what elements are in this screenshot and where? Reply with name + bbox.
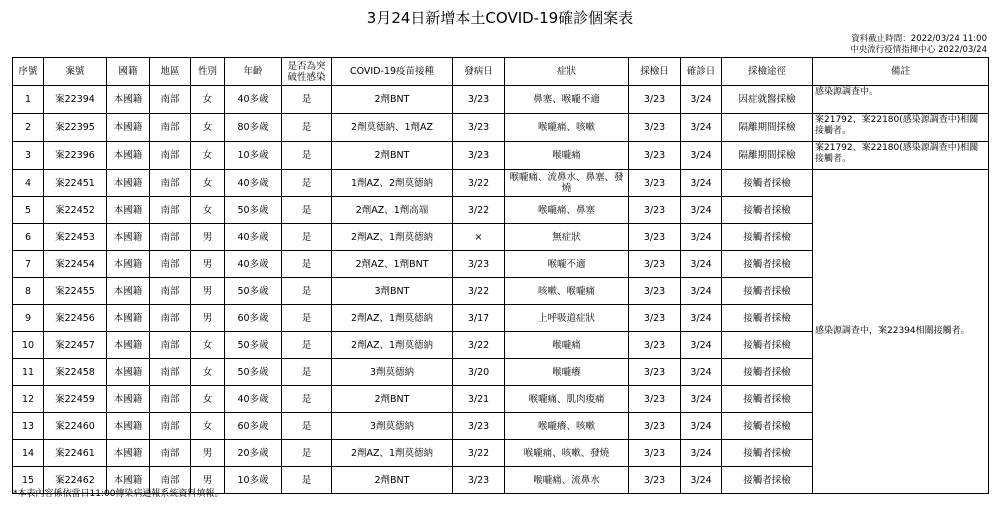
cell-breakthrough: 是: [282, 467, 332, 494]
cell-sampling-route: 接觸者採檢: [722, 413, 813, 440]
cell-onset-date: 3/20: [453, 359, 505, 386]
cell-case-number: 案22451: [44, 170, 107, 197]
table-row: [13, 142, 989, 170]
cell-vaccine: 2劑BNT: [332, 86, 453, 114]
cell-case-number: 案22396: [44, 142, 107, 170]
cell-sample-date: 3/23: [629, 467, 681, 494]
cell-vaccine: 3劑莫德納: [332, 413, 453, 440]
col-header-region: 地區: [150, 58, 191, 86]
cell-age: 80多歲: [225, 114, 282, 142]
cell-sampling-route: 接觸者採檢: [722, 359, 813, 386]
cell-onset-date: 3/23: [453, 467, 505, 494]
cell-region: 南部: [150, 359, 191, 386]
cell-region: 南部: [150, 305, 191, 332]
cell-age: 40多歲: [225, 86, 282, 114]
cell-vaccine: 2劑AZ、1劑莫德納: [332, 440, 453, 467]
cell-nationality: 本國籍: [107, 86, 150, 114]
cell-age: 60多歲: [225, 413, 282, 440]
cell-symptoms: 無症狀: [505, 224, 629, 251]
cell-case-number: 案22456: [44, 305, 107, 332]
cell-sampling-route: 接觸者採檢: [722, 251, 813, 278]
cell-onset-date: 3/23: [453, 142, 505, 170]
cell-symptoms: 喉嚨痛、流鼻水: [505, 467, 629, 494]
cell-age: 10多歲: [225, 142, 282, 170]
cell-region: 南部: [150, 386, 191, 413]
cell-vaccine: 3劑BNT: [332, 278, 453, 305]
cell-serial: 9: [13, 305, 44, 332]
cell-region: 南部: [150, 170, 191, 197]
cell-symptoms: 上呼吸道症狀: [505, 305, 629, 332]
cell-symptoms: 喉嚨痛、鼻塞: [505, 197, 629, 224]
cell-sex: 男: [191, 305, 225, 332]
cell-symptoms: 喉嚨痛: [505, 332, 629, 359]
cell-sample-date: 3/23: [629, 114, 681, 142]
cell-sampling-route: 隔離期間採檢: [722, 114, 813, 142]
cell-case-number: 案22458: [44, 359, 107, 386]
cell-symptoms: 喉嚨痛: [505, 142, 629, 170]
cell-sampling-route: 接觸者採檢: [722, 170, 813, 197]
cell-serial: 2: [13, 114, 44, 142]
cell-case-number: 案22452: [44, 197, 107, 224]
cell-vaccine: 2劑BNT: [332, 467, 453, 494]
cell-breakthrough: 是: [282, 197, 332, 224]
page-title: 3月24日新增本土COVID-19確診個案表: [366, 9, 634, 27]
cell-breakthrough: 是: [282, 114, 332, 142]
cell-symptoms: 喉嚨不適: [505, 251, 629, 278]
cell-symptoms: 喉嚨癢: [505, 359, 629, 386]
cell-breakthrough: 是: [282, 305, 332, 332]
cell-age: 40多歲: [225, 170, 282, 197]
cell-serial: 11: [13, 359, 44, 386]
cell-note: 案21792、案22180(感染源調查中)相關接觸者。: [813, 114, 989, 142]
cell-onset-date: 3/23: [453, 251, 505, 278]
cell-sample-date: 3/23: [629, 197, 681, 224]
cell-vaccine: 2劑AZ、1劑莫德納: [332, 224, 453, 251]
cell-onset-date: 3/22: [453, 197, 505, 224]
cell-onset-date: 3/21: [453, 386, 505, 413]
cell-region: 南部: [150, 251, 191, 278]
cell-breakthrough: 是: [282, 224, 332, 251]
cell-nationality: 本國籍: [107, 278, 150, 305]
cell-vaccine: 2劑莫德納、1劑AZ: [332, 114, 453, 142]
cell-symptoms: 喉嚨痛、流鼻水、鼻塞、發燒: [505, 170, 629, 197]
cell-region: 南部: [150, 467, 191, 494]
cell-nationality: 本國籍: [107, 359, 150, 386]
cell-confirm-date: 3/24: [681, 86, 722, 114]
cell-vaccine: 2劑AZ、1劑高端: [332, 197, 453, 224]
table-row: [13, 170, 989, 197]
cell-serial: 14: [13, 440, 44, 467]
cell-serial: 10: [13, 332, 44, 359]
report-source: 中央流行疫情指揮中心 2022/03/24: [850, 45, 987, 55]
report-meta: [850, 34, 987, 56]
cell-nationality: 本國籍: [107, 467, 150, 494]
cell-sex: 女: [191, 114, 225, 142]
cell-sex: 男: [191, 440, 225, 467]
cell-breakthrough: 是: [282, 251, 332, 278]
cell-note: 感染源調查中。: [813, 86, 989, 114]
cell-vaccine: 2劑BNT: [332, 386, 453, 413]
cell-note-merged: 感染源調查中，案22394相關接觸者。: [813, 170, 989, 494]
cell-serial: 6: [13, 224, 44, 251]
cell-sex: 男: [191, 224, 225, 251]
cell-onset-date: 3/23: [453, 413, 505, 440]
cell-sex: 女: [191, 170, 225, 197]
cell-serial: 5: [13, 197, 44, 224]
col-header-sex: 性別: [191, 58, 225, 86]
col-header-breakthrough: 是否為突破性感染: [282, 58, 332, 86]
cell-vaccine: 2劑AZ、1劑莫德納: [332, 305, 453, 332]
cell-onset-date: 3/17: [453, 305, 505, 332]
cell-sample-date: 3/23: [629, 86, 681, 114]
cell-sex: 女: [191, 413, 225, 440]
cell-region: 南部: [150, 142, 191, 170]
cell-case-number: 案22460: [44, 413, 107, 440]
cell-sampling-route: 接觸者採檢: [722, 440, 813, 467]
cell-age: 40多歲: [225, 386, 282, 413]
cell-confirm-date: 3/24: [681, 386, 722, 413]
cell-breakthrough: 是: [282, 359, 332, 386]
cell-confirm-date: 3/24: [681, 440, 722, 467]
cell-sample-date: 3/23: [629, 386, 681, 413]
cell-vaccine: 2劑AZ、1劑莫德納: [332, 332, 453, 359]
cell-nationality: 本國籍: [107, 142, 150, 170]
cell-symptoms: 喉嚨痛、咳嗽、發燒: [505, 440, 629, 467]
cell-region: 南部: [150, 332, 191, 359]
cell-nationality: 本國籍: [107, 114, 150, 142]
cell-nationality: 本國籍: [107, 332, 150, 359]
cell-nationality: 本國籍: [107, 170, 150, 197]
cell-case-number: 案22461: [44, 440, 107, 467]
cell-nationality: 本國籍: [107, 386, 150, 413]
cell-serial: 4: [13, 170, 44, 197]
cell-case-number: 案22453: [44, 224, 107, 251]
cell-nationality: 本國籍: [107, 224, 150, 251]
cell-serial: 3: [13, 142, 44, 170]
cell-symptoms: 喉嚨痛、肌肉痠痛: [505, 386, 629, 413]
cell-sample-date: 3/23: [629, 251, 681, 278]
cell-breakthrough: 是: [282, 386, 332, 413]
cell-confirm-date: 3/24: [681, 332, 722, 359]
cell-breakthrough: 是: [282, 278, 332, 305]
cell-confirm-date: 3/24: [681, 224, 722, 251]
cell-age: 40多歲: [225, 251, 282, 278]
col-header-vaccine: COVID-19疫苗接種: [332, 58, 453, 86]
cell-region: 南部: [150, 440, 191, 467]
cell-nationality: 本國籍: [107, 413, 150, 440]
cell-sex: 女: [191, 359, 225, 386]
cell-breakthrough: 是: [282, 86, 332, 114]
cell-note: 案21792、案22180(感染源調查中)相關接觸者。: [813, 142, 989, 170]
cell-case-number: 案22395: [44, 114, 107, 142]
cell-confirm-date: 3/24: [681, 278, 722, 305]
cell-age: 20多歲: [225, 440, 282, 467]
col-header-serial: 序號: [13, 58, 44, 86]
cell-breakthrough: 是: [282, 413, 332, 440]
cell-confirm-date: 3/24: [681, 359, 722, 386]
cell-serial: 8: [13, 278, 44, 305]
cell-case-number: 案22459: [44, 386, 107, 413]
cell-serial: 7: [13, 251, 44, 278]
cell-confirm-date: 3/24: [681, 467, 722, 494]
cell-confirm-date: 3/24: [681, 251, 722, 278]
data-cutoff-time: 資料截止時間：2022/03/24 11:00: [851, 34, 987, 44]
cell-sex: 男: [191, 278, 225, 305]
col-header-nationality: 國籍: [107, 58, 150, 86]
col-header-route: 採檢途徑: [722, 58, 813, 86]
cell-sex: 女: [191, 386, 225, 413]
cell-sample-date: 3/23: [629, 440, 681, 467]
cell-nationality: 本國籍: [107, 440, 150, 467]
cell-age: 10多歲: [225, 467, 282, 494]
cell-serial: 15: [13, 467, 44, 494]
cell-sample-date: 3/23: [629, 413, 681, 440]
cell-onset-date: 3/23: [453, 114, 505, 142]
footnote: *本表內容係依當日11:00傳染病通報系統資料填報。: [13, 489, 224, 499]
cell-breakthrough: 是: [282, 170, 332, 197]
cell-sampling-route: 因症就醫採檢: [722, 86, 813, 114]
cell-symptoms: 咳嗽、喉嚨痛: [505, 278, 629, 305]
cell-confirm-date: 3/24: [681, 170, 722, 197]
cell-symptoms: 鼻塞、喉嚨不適: [505, 86, 629, 114]
cell-breakthrough: 是: [282, 142, 332, 170]
col-header-sampled: 採檢日: [629, 58, 681, 86]
cell-region: 南部: [150, 278, 191, 305]
cell-nationality: 本國籍: [107, 251, 150, 278]
cell-onset-date: 3/22: [453, 170, 505, 197]
cell-vaccine: 1劑AZ、2劑莫德納: [332, 170, 453, 197]
cell-sample-date: 3/23: [629, 278, 681, 305]
col-header-case: 案號: [44, 58, 107, 86]
cell-region: 南部: [150, 224, 191, 251]
cell-region: 南部: [150, 413, 191, 440]
cell-sex: 男: [191, 251, 225, 278]
cell-sex: 女: [191, 142, 225, 170]
cell-case-number: 案22454: [44, 251, 107, 278]
cell-case-number: 案22457: [44, 332, 107, 359]
table-row: [13, 86, 989, 114]
cell-age: 40多歲: [225, 224, 282, 251]
cell-vaccine: 3劑莫德納: [332, 359, 453, 386]
table-header-row: [13, 58, 989, 86]
col-header-age: 年齡: [225, 58, 282, 86]
cell-case-number: 案22394: [44, 86, 107, 114]
cell-sex: 女: [191, 332, 225, 359]
cell-serial: 12: [13, 386, 44, 413]
cell-confirm-date: 3/24: [681, 305, 722, 332]
cell-sampling-route: 接觸者採檢: [722, 278, 813, 305]
cell-nationality: 本國籍: [107, 197, 150, 224]
table-row: [13, 114, 989, 142]
cell-region: 南部: [150, 86, 191, 114]
cell-sampling-route: 接觸者採檢: [722, 305, 813, 332]
cell-age: 50多歲: [225, 359, 282, 386]
cell-nationality: 本國籍: [107, 305, 150, 332]
cell-serial: 1: [13, 86, 44, 114]
cell-sex: 男: [191, 467, 225, 494]
table-body: [13, 86, 989, 494]
cell-case-number: 案22455: [44, 278, 107, 305]
cell-sample-date: 3/23: [629, 305, 681, 332]
cell-sample-date: 3/23: [629, 332, 681, 359]
cell-sample-date: 3/23: [629, 224, 681, 251]
cell-vaccine: 2劑AZ、1劑BNT: [332, 251, 453, 278]
cell-sampling-route: 接觸者採檢: [722, 386, 813, 413]
cell-vaccine: 2劑BNT: [332, 142, 453, 170]
col-header-note: 備註: [813, 58, 989, 86]
cell-onset-date: 3/22: [453, 278, 505, 305]
cell-case-number: 案22462: [44, 467, 107, 494]
cell-onset-date: 3/22: [453, 332, 505, 359]
cell-serial: 13: [13, 413, 44, 440]
cell-sample-date: 3/23: [629, 142, 681, 170]
cell-sampling-route: 接觸者採檢: [722, 332, 813, 359]
cell-sampling-route: 接觸者採檢: [722, 197, 813, 224]
cell-region: 南部: [150, 197, 191, 224]
cell-age: 50多歲: [225, 278, 282, 305]
col-header-onset: 發病日: [453, 58, 505, 86]
cell-sex: 女: [191, 86, 225, 114]
cell-onset-date: 3/22: [453, 440, 505, 467]
cell-sample-date: 3/23: [629, 170, 681, 197]
cell-sex: 女: [191, 197, 225, 224]
cell-sampling-route: 接觸者採檢: [722, 467, 813, 494]
cell-onset-date: 3/23: [453, 86, 505, 114]
col-header-symptoms: 症狀: [505, 58, 629, 86]
cell-breakthrough: 是: [282, 440, 332, 467]
cell-sampling-route: 接觸者採檢: [722, 224, 813, 251]
cell-confirm-date: 3/24: [681, 114, 722, 142]
cell-breakthrough: 是: [282, 332, 332, 359]
cell-region: 南部: [150, 114, 191, 142]
cell-sample-date: 3/23: [629, 359, 681, 386]
cell-age: 60多歲: [225, 305, 282, 332]
cell-onset-date: ×: [453, 224, 505, 251]
cell-confirm-date: 3/24: [681, 197, 722, 224]
cell-age: 50多歲: [225, 332, 282, 359]
cell-confirm-date: 3/24: [681, 413, 722, 440]
cell-sampling-route: 隔離期間採檢: [722, 142, 813, 170]
cell-symptoms: 喉嚨癢、咳嗽: [505, 413, 629, 440]
cell-confirm-date: 3/24: [681, 142, 722, 170]
col-header-confirmed: 確診日: [681, 58, 722, 86]
cell-age: 50多歲: [225, 197, 282, 224]
cell-symptoms: 喉嚨痛、咳嗽: [505, 114, 629, 142]
case-table: [12, 57, 989, 494]
